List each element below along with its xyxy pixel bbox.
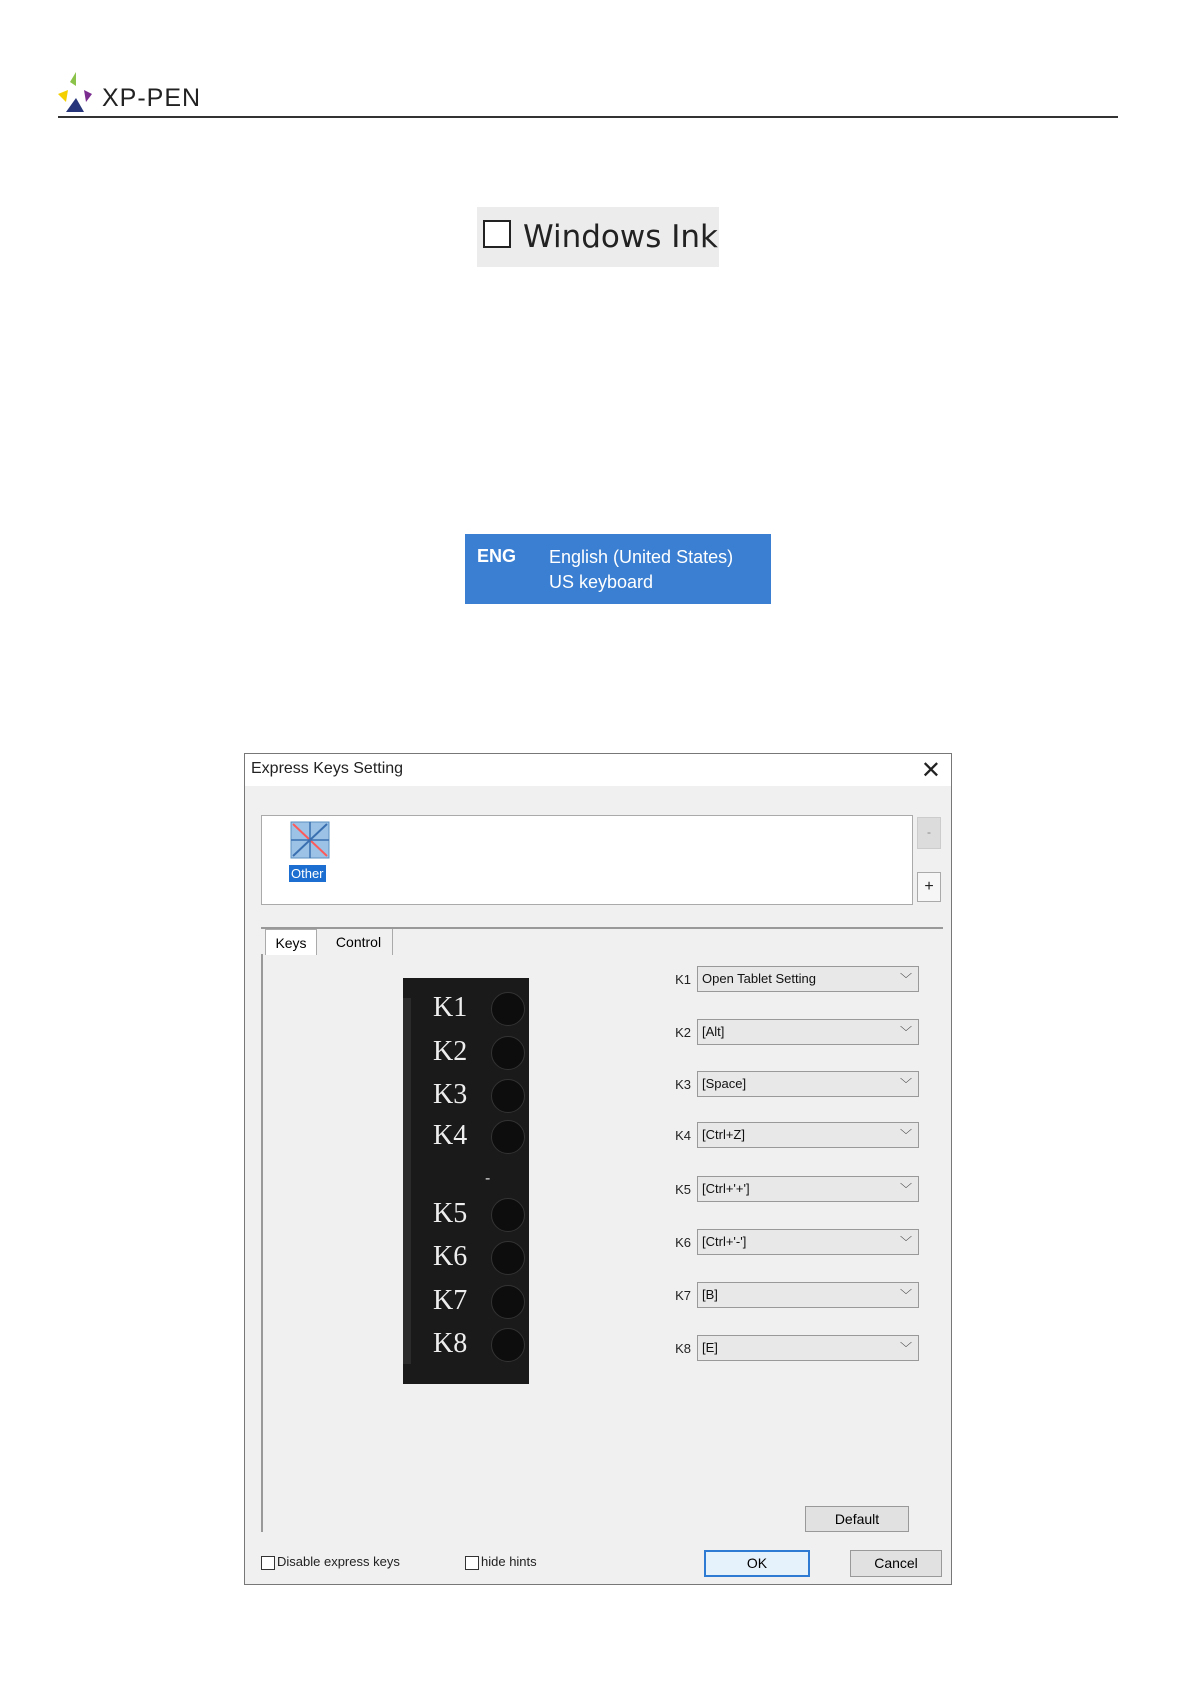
chevron-down-icon: ﹀ <box>899 1077 912 1091</box>
disable-express-keys-label: Disable express keys <box>277 1554 400 1569</box>
disable-express-keys-option[interactable] <box>261 1554 400 1574</box>
device-key-label: K4 <box>433 1120 468 1151</box>
chevron-down-icon: ﹀ <box>899 972 912 986</box>
device-key-label: K1 <box>433 992 468 1023</box>
key-setting-label: K2 <box>675 1025 691 1040</box>
cancel-button[interactable]: Cancel <box>850 1550 942 1577</box>
key-setting-k6 <box>655 1229 935 1257</box>
remove-app-button[interactable]: - <box>917 817 941 849</box>
dialog-titlebar <box>245 754 951 786</box>
key-setting-k5 <box>655 1176 935 1204</box>
key-setting-label: K1 <box>675 972 691 987</box>
app-item-label[interactable]: Other <box>291 866 324 881</box>
express-key-button-icon <box>491 1036 525 1070</box>
key-setting-select-k3[interactable] <box>697 1071 919 1097</box>
key-setting-select-k2[interactable] <box>697 1019 919 1045</box>
key-setting-k7 <box>655 1282 935 1310</box>
key-setting-label: K8 <box>675 1341 691 1356</box>
windows-ink-checkbox[interactable] <box>483 220 511 248</box>
chevron-down-icon: ﹀ <box>899 1341 912 1355</box>
key-setting-label: K7 <box>675 1288 691 1303</box>
key-setting-value: [Ctrl+'-'] <box>702 1234 747 1249</box>
document-header <box>58 70 1118 118</box>
chevron-down-icon: ﹀ <box>899 1182 912 1196</box>
tab-keys[interactable]: Keys <box>265 929 317 955</box>
tablet-express-keys-illustration <box>403 978 529 1384</box>
key-setting-label: K5 <box>675 1182 691 1197</box>
key-setting-select-k1[interactable] <box>697 966 919 992</box>
header-divider <box>58 116 1118 118</box>
language-name: English (United States) <box>549 547 734 567</box>
tab-control[interactable]: Control <box>325 929 393 955</box>
close-icon[interactable]: ✕ <box>920 757 941 784</box>
hide-hints-checkbox[interactable] <box>465 1556 479 1570</box>
key-setting-k1 <box>655 966 935 994</box>
chevron-down-icon: ﹀ <box>899 1025 912 1039</box>
windows-ink-label: Windows Ink <box>523 219 718 255</box>
express-key-button-icon <box>491 1328 525 1362</box>
key-setting-k3 <box>655 1071 935 1099</box>
language-flyout-item[interactable] <box>465 534 771 604</box>
key-setting-value: [Alt] <box>702 1024 725 1039</box>
device-key-label: K3 <box>433 1079 468 1110</box>
application-list <box>261 815 913 905</box>
device-key-k2 <box>423 1034 523 1074</box>
device-key-k4 <box>423 1118 523 1158</box>
windows-ink-option[interactable] <box>477 207 719 267</box>
device-key-k6 <box>423 1239 523 1279</box>
add-app-button[interactable]: + <box>917 872 941 902</box>
device-key-label: K6 <box>433 1241 468 1272</box>
dialog-title: Express Keys Setting <box>251 760 404 777</box>
device-key-separator: - <box>485 1170 491 1187</box>
key-setting-k4 <box>655 1122 935 1150</box>
key-setting-label: K6 <box>675 1235 691 1250</box>
device-key-k8 <box>423 1326 523 1366</box>
key-setting-select-k4[interactable] <box>697 1122 919 1148</box>
device-key-k5 <box>423 1196 523 1236</box>
key-setting-select-k7[interactable] <box>697 1282 919 1308</box>
express-key-button-icon <box>491 1241 525 1275</box>
key-setting-value: [Ctrl+Z] <box>702 1127 745 1142</box>
key-setting-value: Open Tablet Setting <box>702 971 816 986</box>
hide-hints-label: hide hints <box>481 1554 537 1569</box>
express-key-button-icon <box>491 1120 525 1154</box>
express-keys-dialog <box>244 753 952 1585</box>
xp-pen-logo-icon <box>58 72 94 114</box>
device-key-k7 <box>423 1283 523 1323</box>
ok-button[interactable]: OK <box>704 1550 810 1577</box>
keyboard-layout: US keyboard <box>549 572 654 592</box>
chevron-down-icon: ﹀ <box>899 1128 912 1142</box>
disable-express-keys-checkbox[interactable] <box>261 1556 275 1570</box>
device-key-label: K2 <box>433 1036 468 1067</box>
brand-name: XP-PEN <box>102 84 202 112</box>
key-setting-value: [Space] <box>702 1076 747 1091</box>
express-key-button-icon <box>491 992 525 1026</box>
express-key-button-icon <box>491 1079 525 1113</box>
chevron-down-icon: ﹀ <box>899 1288 912 1302</box>
default-button[interactable]: Default <box>805 1506 909 1532</box>
express-key-button-icon <box>491 1285 525 1319</box>
key-setting-value: [E] <box>702 1340 718 1355</box>
chevron-down-icon: ﹀ <box>899 1235 912 1249</box>
device-key-label: K8 <box>433 1328 468 1359</box>
key-setting-k2 <box>655 1019 935 1047</box>
express-key-button-icon <box>491 1198 525 1232</box>
app-other-icon[interactable] <box>289 820 331 860</box>
device-key-label: K7 <box>433 1285 468 1316</box>
tablet-edge <box>403 998 411 1364</box>
key-setting-select-k8[interactable] <box>697 1335 919 1361</box>
device-key-k1 <box>423 990 523 1030</box>
key-setting-select-k5[interactable] <box>697 1176 919 1202</box>
key-setting-value: [Ctrl+'+'] <box>702 1181 750 1196</box>
key-setting-label: K4 <box>675 1128 691 1143</box>
hide-hints-option[interactable] <box>465 1554 537 1574</box>
key-setting-k8 <box>655 1335 935 1363</box>
language-code: ENG <box>477 546 517 566</box>
device-key-label: K5 <box>433 1198 468 1229</box>
key-setting-value: [B] <box>702 1287 718 1302</box>
key-setting-select-k6[interactable] <box>697 1229 919 1255</box>
key-setting-label: K3 <box>675 1077 691 1092</box>
device-key-k3 <box>423 1077 523 1117</box>
